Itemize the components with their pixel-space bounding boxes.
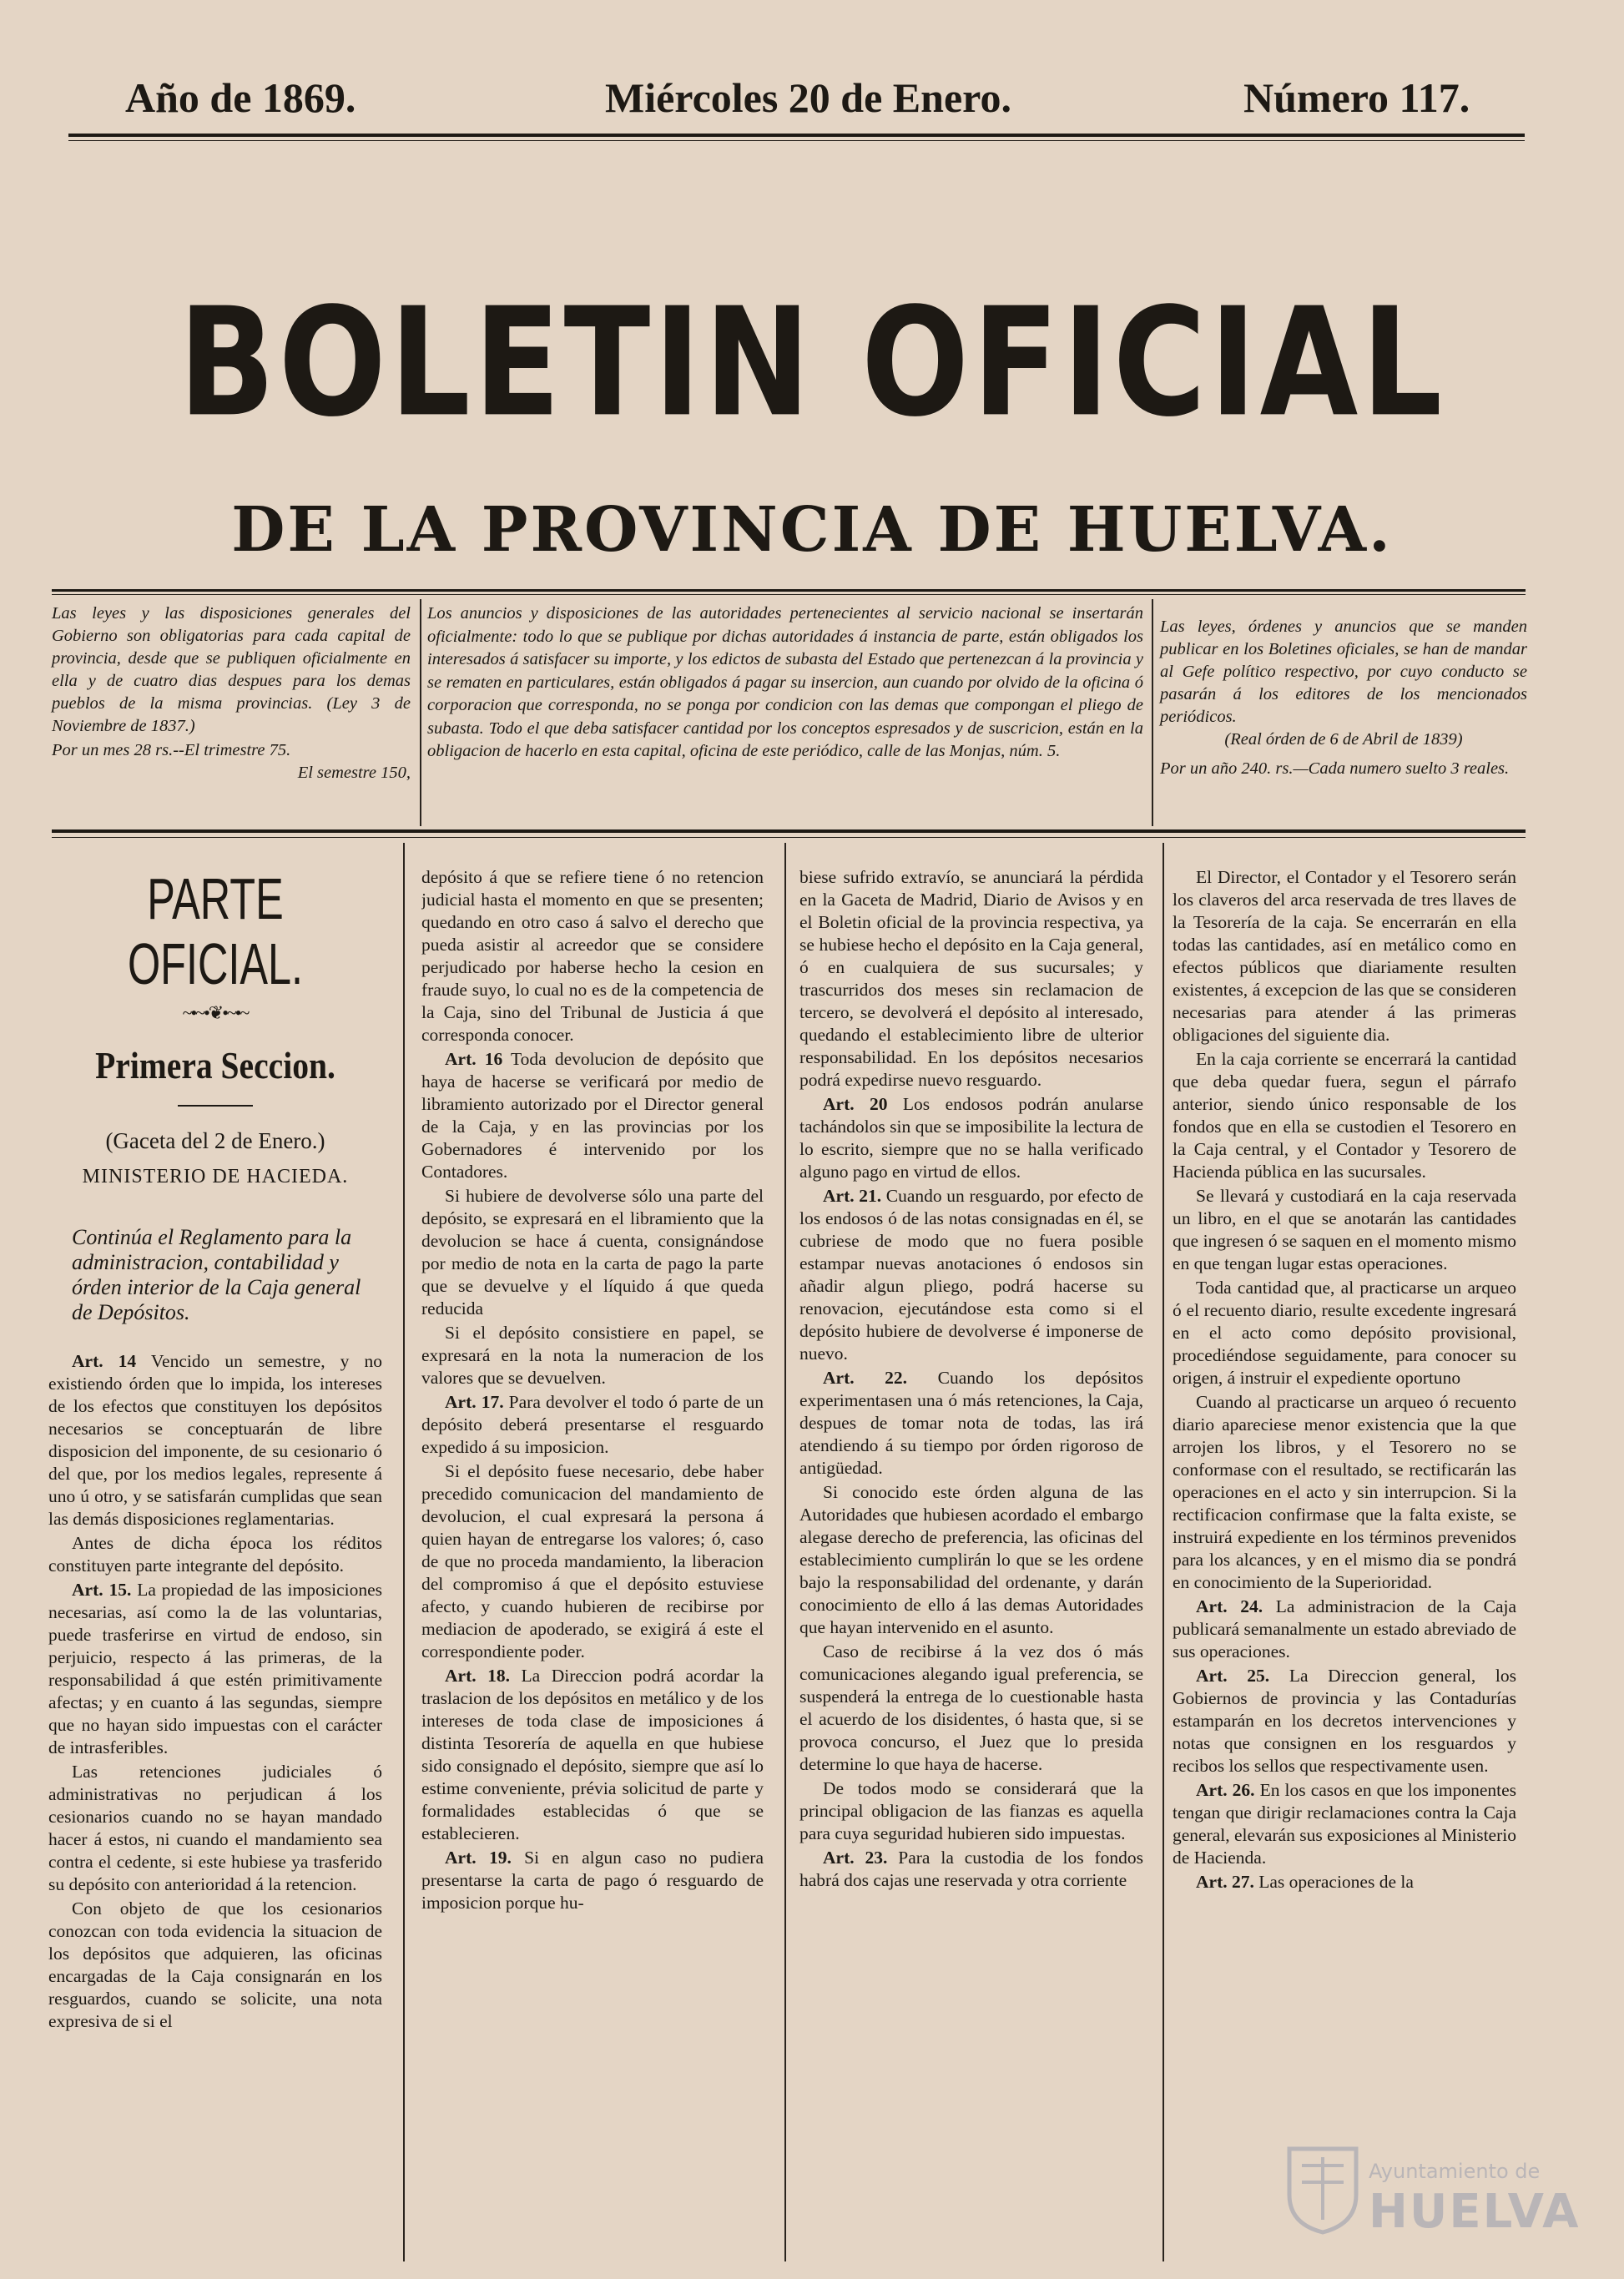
article-27-text: Las operaciones de la xyxy=(1258,1872,1414,1892)
article-26-text: En los casos en que los imponentes tengan que dirigir reclamaciones contra la Caja general, elevarán sus exposiciones al Ministerio de Hacienda. xyxy=(1173,1780,1516,1868)
paragraph: Si conocido este órden alguna de las Autoridades que hubiesen acordado el embargo alegase derecho de preferencia, las oficinas del establecimiento cumplirán lo que se les ordene bajo la responsabilidad del ordenante, y darán conocimiento de ello á las demas Autoridades que hayan intervenido en el asunto. xyxy=(799,1482,1143,1637)
notice-bottom-rule-thin xyxy=(52,837,1526,838)
paragraph: Las retenciones judiciales ó administrativas no perjudican á los cesionarios cuando no se hayan mandado hacer á estos, ni cuando el mandamiento sea contra el cedente, si este hubiese ya trasferido su depósito con anterioridad á la retencion. xyxy=(48,1762,382,1894)
notice-top-rule-thin xyxy=(52,594,1526,595)
article-15 xyxy=(48,1579,382,1759)
newspaper-title: BOLETIN OFICIAL xyxy=(178,275,1446,450)
article-22 xyxy=(799,1367,1143,1480)
article-23-label: Art. 23. xyxy=(823,1848,888,1868)
article-27-label: Art. 27. xyxy=(1196,1872,1254,1892)
article-25 xyxy=(1173,1665,1516,1777)
masthead-rule xyxy=(68,134,1525,137)
paragraph: El Director, el Contador y el Tesorero serán los claveros del arca reservada de tres llaves de la Tesorería de la caja. Se encerrarán en ella todas las cantidades, así en metálico como en efectos públicos que diariamente resulten existentes, á excepcion de las que se consideren necesarias para atender á las primeras obligaciones del siguiente dia. xyxy=(1173,867,1516,1045)
notice-left-text: Las leyes y las disposiciones generales del Gobierno son obligatorias para cada capital de provincia, desde que se publiquen oficialmente en ella y de cuatro dias despues para los demas pueblos de la misma provincias. (Ley 3 de Noviembre de 1837.) xyxy=(52,604,411,735)
paragraph: Con objeto de que los cesionarios conozcan con toda evidencia la situacion de los depósitos que adquieren, las oficinas encargadas de la Caja consignarán en los resguardos, cuando se solicite, una nota expresiva de si el xyxy=(48,1898,382,2031)
masthead-number: Número 117. xyxy=(1243,74,1470,121)
article-14-text: Vencido un semestre, y no existiendo órden que lo impida, los intereses de los efectos que constituyen los depósitos necesarios se conceptuarán de libre disposicion del imponente, de su cesionario ó del que, por los medios legales, represente á uno ú otro, y se satisfarán cumplidas que sean las demás disposiciones reglamentarias. xyxy=(48,1351,382,1529)
paragraph: De todos modo se considerará que la principal obligacion de las fianzas es aquella para cuya seguridad hubieren sido impuestas. xyxy=(799,1778,1143,1843)
notice-left-price-2: El semestre 150, xyxy=(297,764,411,782)
article-24-label: Art. 24. xyxy=(1196,1596,1263,1616)
article-20-label: Art. 20 xyxy=(823,1094,888,1114)
crest-icon xyxy=(1285,2145,1360,2236)
source-gaceta: (Gaceta del 2 de Enero.) xyxy=(105,1128,325,1153)
notice-right xyxy=(1160,616,1527,780)
archive-watermark xyxy=(1285,2145,1581,2245)
article-17-label: Art. 17. xyxy=(445,1392,504,1412)
watermark-line-2: HUELVA xyxy=(1369,2185,1581,2239)
article-subtitle: Continúa el Reglamento para la administracion, contabilidad y órden interior de la Caja general de Depósitos. xyxy=(72,1225,361,1324)
article-15-text: La propiedad de las imposiciones necesarias, así como la de las voluntarias, puede trasferirse en virtud de endoso, sin perjuicio, respecto á las primeras, de la responsabilidad á que estén primitivamente afectas; y en cuanto á las segundas, siempre que no hayan sido impuestas con el carácter de intrasferibles. xyxy=(48,1580,382,1757)
column-2 xyxy=(421,866,764,2235)
paragraph: Si hubiere de devolverse sólo una parte del depósito, se expresará en el libramiento que la devolucion se hace á cuenta, consignándose por medio de nota en la carta de pago la parte que se devuelve y el líquido á que queda reducida xyxy=(421,1186,764,1318)
article-23-text: Para la custodia de los fondos habrá dos cajas une reservada y otra corriente xyxy=(799,1848,1143,1890)
notice-top-rule xyxy=(52,589,1526,592)
article-26 xyxy=(1173,1779,1516,1869)
article-24-text: La administracion de la Caja publicará semanalmente un estado abreviado de sus operaciones. xyxy=(1173,1596,1516,1661)
paragraph: Si el depósito consistiere en papel, se expresará en la nota la numeracion de los valores que se devuelven. xyxy=(421,1323,764,1388)
article-24 xyxy=(1173,1596,1516,1663)
column-1 xyxy=(48,866,382,2235)
article-26-label: Art. 26. xyxy=(1196,1780,1255,1800)
article-16-text: Toda devolucion de depósito que haya de hacerse se verificará por medio de libramiento autorizado por el Director general de la Caja, y en las provincias por los Gobernadores é intervenido por los Contadores. xyxy=(421,1049,764,1182)
article-14 xyxy=(48,1350,382,1530)
article-19 xyxy=(421,1847,764,1914)
section-heading-primera-seccion: Primera Seccion. xyxy=(95,1044,335,1087)
article-16-label: Art. 16 xyxy=(445,1049,503,1069)
short-rule xyxy=(178,1105,253,1107)
notice-right-text: Las leyes, órdenes y anuncios que se manden publicar en los Boletines oficiales, se han de mandar al Gefe político respectivo, por cuyo conducto se pasarán á los editores de los mencionados periódicos. xyxy=(1160,618,1527,726)
ministry-heading: MINISTERIO DE HACIEDA. xyxy=(82,1166,349,1187)
paragraph: depósito á que se refiere tiene ó no retencion judicial hasta el momento en que se presenten; quedando en otro caso á salvo el derecho que pueda asistir al acreedor que se considere perjudicado por haberse hecho la cesion en fraude suyo, lo cual no es de la competencia de la Caja, sino del Tribunal de Justicia á que corresponda conocer. xyxy=(421,867,764,1045)
article-14-label: Art. 14 xyxy=(72,1351,137,1371)
column-divider-2 xyxy=(784,843,786,2261)
article-16 xyxy=(421,1048,764,1183)
paragraph: Si el depósito fuese necesario, debe haber precedido comunicacion del mandamiento de devolucion, el cual expresará la persona á quien hayan de entregarse los valores; ó, caso de que no proceda mandamiento, la liberacion del compromiso á que el depósito estuviese afecto, y cuando hubieren de recibirse por mediacion de apoderado, se exigirá á este el correspondiente poder. xyxy=(421,1461,764,1661)
notice-center xyxy=(427,603,1143,764)
article-25-label: Art. 25. xyxy=(1196,1666,1270,1686)
paragraph: Cuando al practicarse un arqueo ó recuento diario apareciese menor existencia que la que arrojen los libros, y el Tesorero no se conformase con el resultado, se rectificarán las operaciones en el acto y sin interrupcion. Si la rectificacion confirmase que la falta existe, se instruirá expediente en los términos prevenidos para los alcances, y en el mismo dia se pondrá en conocimiento de la Superioridad. xyxy=(1173,1392,1516,1592)
paragraph: Toda cantidad que, al practicarse un arqueo ó el recuento diario, resulte excedente ingresará en el acto como depósito provisional, procediéndose seguidamente, para conocer su origen, á instruir el expediente oportuno xyxy=(1173,1278,1516,1388)
article-17-text: Para devolver el todo ó parte de un depósito deberá presentarse el resguardo expedido á su imposicion. xyxy=(421,1392,764,1457)
column-divider-1 xyxy=(403,843,405,2261)
paragraph: Caso de recibirse á la vez dos ó más comunicaciones alegando igual preferencia, se suspenderá la entrega de lo cuestionable hasta el acuerdo de los disidentes, ó hasta que, si se provoca concurso, el Juez que lo presida determine lo que haya de hacerse. xyxy=(799,1641,1143,1774)
paragraph: En la caja corriente se encerrará la cantidad que deba quedar fuera, segun el párrafo anterior, siendo único responsable de los fondos que en ella se custodien el Tesorero en la Caja central, y el Contador y Tesorero de Hacienda pública en las sucursales. xyxy=(1173,1049,1516,1182)
article-21 xyxy=(799,1185,1143,1365)
article-21-label: Art. 21. xyxy=(823,1186,882,1206)
ornament-divider: ~•~•❦•~•~ xyxy=(182,1002,249,1023)
masthead-date: Miércoles 20 de Enero. xyxy=(605,74,1011,121)
column-divider-3 xyxy=(1163,843,1164,2261)
article-17 xyxy=(421,1391,764,1459)
article-25-text: La Direccion general, los Gobiernos de provincia y las Contadurías estamparán en los decretos intervenciones y notas que consignen en los resguardos y recibos los sellos que respectivamente usen. xyxy=(1173,1666,1516,1776)
notice-bottom-rule xyxy=(52,829,1526,833)
notice-right-price: Por un año 240. rs.—Cada numero suelto 3 reales. xyxy=(1160,759,1510,778)
section-heading-parte-oficial: PARTE OFICIAL. xyxy=(127,866,304,996)
article-18 xyxy=(421,1665,764,1845)
article-21-text: Cuando un resguardo, por efecto de los endosos ó de las notas consignadas en él, se cubriese de modo que no fuera posible estampar nuevas anotaciones ó endosos sin añadir algun pliego, podrá hacerse su renovacion, ejecutándose esta como si el depósito hubiere de devolverse é imponerse de nuevo. xyxy=(799,1186,1143,1364)
masthead-rule-thin xyxy=(68,140,1525,141)
notice-left-price-1: Por un mes 28 rs.--El trimestre 75. xyxy=(52,741,291,759)
paragraph: biese sufrido extravío, se anunciará la pérdida en la Gaceta de Madrid, Diario de Avisos y en el Boletin oficial de la provincia respectiva, ya se hubiese hecho el depósito en la Caja general, ó en cualquiera de sus sucursales; y trascurridos dos meses sin reclamacion de tercero, se devolverá el depósito al interesado, quedando el establecimiento libre de ulterior responsabilidad. En los depósitos necesarios podrá expedirse nuevo resguardo. xyxy=(799,867,1143,1090)
masthead-year: Año de 1869. xyxy=(125,74,356,121)
paragraph: Antes de dicha época los réditos constituyen parte integrante del depósito. xyxy=(48,1533,382,1576)
article-20 xyxy=(799,1093,1143,1183)
article-19-label: Art. 19. xyxy=(445,1848,512,1868)
notice-center-text: Los anuncios y disposiciones de las autoridades pertenecientes al servicio nacional se insertarán oficialmente: todo lo que se publique por dichas autoridades á instancia de parte, están obligados los interesados á satisfacer su importe, y los edictos de subasta del Estado que pertenezcan á la provincia y se rematen en particulares, están obligados á pagar su insercion, aun cuando por olvido de la oficina ó corporacion que corresponda, no se ponga por condicion con las demas que compongan el pliego de subasta. Todo el que deba satisfacer cantidad por los conceptos espresados y de suscricion, están en la obligacion de hacerlo en esta capital, oficina de este periódico, calle de las Monjas, núm. 5. xyxy=(427,604,1143,760)
column-3 xyxy=(799,866,1143,2235)
paragraph: Se llevará y custodiará en la caja reservada un libro, en el que se anotarán las cantidades que ingresen ó se saquen en el momento mismo en que tengan lugar estas operaciones. xyxy=(1173,1186,1516,1273)
notice-left xyxy=(52,603,411,784)
article-20-text: Los endosos podrán anularse tachándolos sin que se imposibilite la lectura de lo escrito, siempre que no se halla verificado alguno pago en virtud de ellos. xyxy=(799,1094,1143,1182)
article-22-text: Cuando los depósitos experimentasen una ó más retenciones, la Caja, despues de tomar nota de todas, las irá atendiendo á su tiempo por órden rigoroso de antigüedad. xyxy=(799,1368,1143,1478)
article-19-text: Si en algun caso no pudiera presentarse la carta de pago ó resguardo de imposicion porque hu- xyxy=(421,1848,764,1913)
newspaper-subtitle: DE LA PROVINCIA DE HUELVA. xyxy=(231,494,1393,566)
column-4 xyxy=(1173,866,1516,2235)
article-18-label: Art. 18. xyxy=(445,1666,511,1686)
article-15-label: Art. 15. xyxy=(72,1580,132,1600)
notice-divider-2 xyxy=(1152,599,1153,826)
notice-right-ref: (Real órden de 6 de Abril de 1839) xyxy=(1224,730,1463,749)
notice-divider-1 xyxy=(420,599,421,826)
article-27 xyxy=(1173,1871,1516,1893)
article-22-label: Art. 22. xyxy=(823,1368,908,1388)
watermark-line-1: Ayuntamiento de xyxy=(1369,2160,1541,2183)
article-18-text: La Direccion podrá acordar la traslacion de los depósitos en metálico y de los intereses de toda clase de imposiciones á distinta Tesorería de aquella en que hubiese sido consignado el depósito, siempre que así lo estime conveniente, prévia solicitud de parte y formalidades establecidas ó que se establecieren. xyxy=(421,1666,764,1843)
article-23 xyxy=(799,1847,1143,1892)
